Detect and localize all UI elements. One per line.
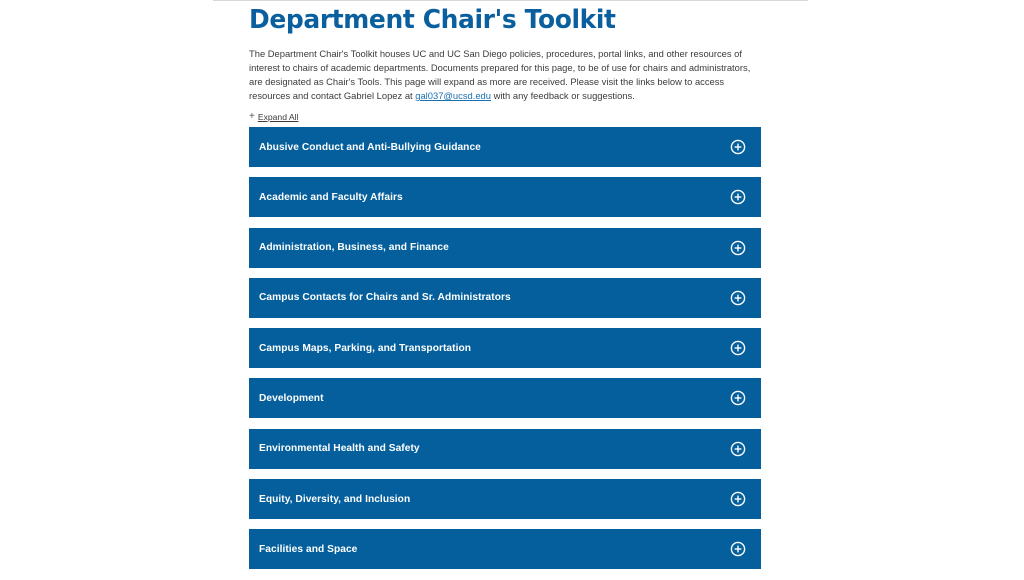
accordion-item-campus-maps-parking[interactable] (249, 328, 761, 368)
accordion-item-label: Campus Maps, Parking, and Transportation (259, 342, 472, 354)
accordion-item-label: Campus Contacts for Chairs and Sr. Administrators (259, 292, 511, 304)
plus-circle-icon[interactable] (730, 541, 746, 557)
intro-feedback-text: with any feedback or suggestions. (490, 90, 635, 101)
intro-line-contact (249, 89, 761, 103)
accordion (249, 127, 761, 580)
accordion-item-facilities-space[interactable] (249, 529, 761, 569)
accordion-item-campus-contacts[interactable] (249, 278, 761, 318)
accordion-item-label: Environmental Health and Safety (259, 443, 420, 455)
accordion-item-academic-faculty-affairs[interactable] (249, 177, 761, 217)
expand-all-link[interactable]: Expand All (257, 112, 299, 122)
intro-paragraph (249, 47, 761, 103)
expand-all-control[interactable] (249, 111, 761, 123)
accordion-item-label: Equity, Diversity, and Inclusion (259, 493, 411, 505)
plus-circle-icon[interactable] (730, 189, 746, 205)
accordion-item-label: Development (259, 392, 324, 404)
plus-circle-icon[interactable] (730, 441, 746, 457)
accordion-item-label: Facilities and Space (259, 543, 358, 555)
intro-contact-text: resources and contact Gabriel Lopez at (249, 90, 416, 101)
page-title: Department Chair's Toolkit (249, 5, 616, 35)
plus-circle-icon[interactable] (730, 240, 746, 256)
contact-email-link[interactable]: gal037@ucsd.edu (415, 90, 491, 101)
plus-icon: + (249, 111, 255, 122)
plus-circle-icon[interactable] (730, 290, 746, 306)
plus-circle-icon[interactable] (730, 139, 746, 155)
accordion-item-environmental-health-safety[interactable] (249, 429, 761, 469)
intro-line: are designated as Chair's Tools. This page will expand as more are received. Please visit the links below to access (249, 76, 725, 87)
intro-line: interest to chairs of academic departments. Documents prepared for this page, to be of use for chairs and administrators, (249, 62, 751, 73)
accordion-item-label: Administration, Business, and Finance (259, 242, 449, 254)
plus-circle-icon[interactable] (730, 491, 746, 507)
accordion-item-abusive-conduct[interactable] (249, 127, 761, 167)
accordion-item-label: Abusive Conduct and Anti-Bullying Guidance (259, 141, 481, 153)
intro-line: The Department Chair's Toolkit houses UC and UC San Diego policies, procedures, portal links, and other resources of (249, 48, 743, 59)
plus-circle-icon[interactable] (730, 340, 746, 356)
accordion-item-equity-diversity-inclusion[interactable] (249, 479, 761, 519)
accordion-item-administration-business-finance[interactable] (249, 228, 761, 268)
accordion-item-label: Academic and Faculty Affairs (259, 191, 403, 203)
accordion-item-development[interactable] (249, 378, 761, 418)
plus-circle-icon[interactable] (730, 390, 746, 406)
main-content (249, 0, 761, 555)
